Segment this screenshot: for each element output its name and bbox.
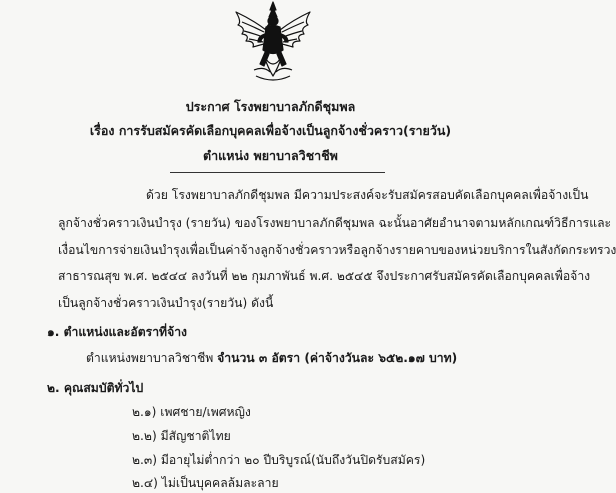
- paragraph-line: สาธารณสุข พ.ศ. ๒๕๔๔ ลงวันที่ ๒๒ กุมภาพันธ์ พ.ศ. ๒๕๔๕ จึงประกาศรับสมัครคัดเลือกบุคคลเพื่อจ้าง: [58, 269, 591, 283]
- paragraph-line: เงื่อนไขการจ่ายเงินบำรุงเพื่อเป็นค่าจ้างลูกจ้างชั่วคราวหรือลูกจ้างรายคาบของหน่วยบริการในสังกัดกระทรวง: [58, 243, 616, 257]
- paragraph-line: เป็นลูกจ้างชั่วคราวเงินบำรุง(รายวัน) ดังนี้: [58, 296, 274, 310]
- section-2-title: ๒. คุณสมบัติทั่วไป: [47, 381, 144, 395]
- paragraph-line: ด้วย โรงพยาบาลภักดีชุมพล มีความประสงค์จะรับสมัครสอบคัดเลือกบุคคลเพื่อจ้างเป็น: [146, 188, 589, 202]
- section-1-title: ๑. ตำแหน่งและอัตราที่จ้าง: [47, 325, 188, 339]
- paragraph-line: ลูกจ้างชั่วคราวเงินบำรุง (รายวัน) ของโรงพยาบาลภักดีชุมพล ฉะนั้นอาศัยอำนาจตามหลักเกณฑ์วิธีการและ: [58, 216, 612, 230]
- announcement-title: ประกาศ โรงพยาบาลภักดีชุมพล: [185, 99, 356, 114]
- qualification-item: ๒.๔) ไม่เป็นบุคคลล้มละลาย: [132, 476, 279, 490]
- header-divider: [170, 172, 385, 173]
- garuda-emblem-icon: [228, 0, 318, 95]
- qualification-item: ๒.๑) เพศชาย/เพศหญิง: [132, 405, 251, 419]
- announcement-subject: เรื่อง การรับสมัครคัดเลือกบุคคลเพื่อจ้างเป็นลูกจ้างชั่วคราว(รายวัน): [89, 123, 452, 138]
- qualification-item: ๒.๓) มีอายุไม่ต่ำกว่า ๒๐ ปีบริบูรณ์(นับถึงวันปิดรับสมัคร): [132, 453, 426, 467]
- position-label: ตำแหน่งพยาบาลวิชาชีพ: [86, 351, 218, 365]
- position-quota: จำนวน ๓ อัตรา (ค่าจ้างวันละ ๖๕๒.๑๗ บาท): [217, 351, 458, 365]
- announcement-position: ตำแหน่ง พยาบาลวิชาชีพ: [203, 148, 338, 163]
- qualification-item: ๒.๒) มีสัญชาติไทย: [132, 429, 231, 443]
- section-1-detail: [86, 349, 457, 368]
